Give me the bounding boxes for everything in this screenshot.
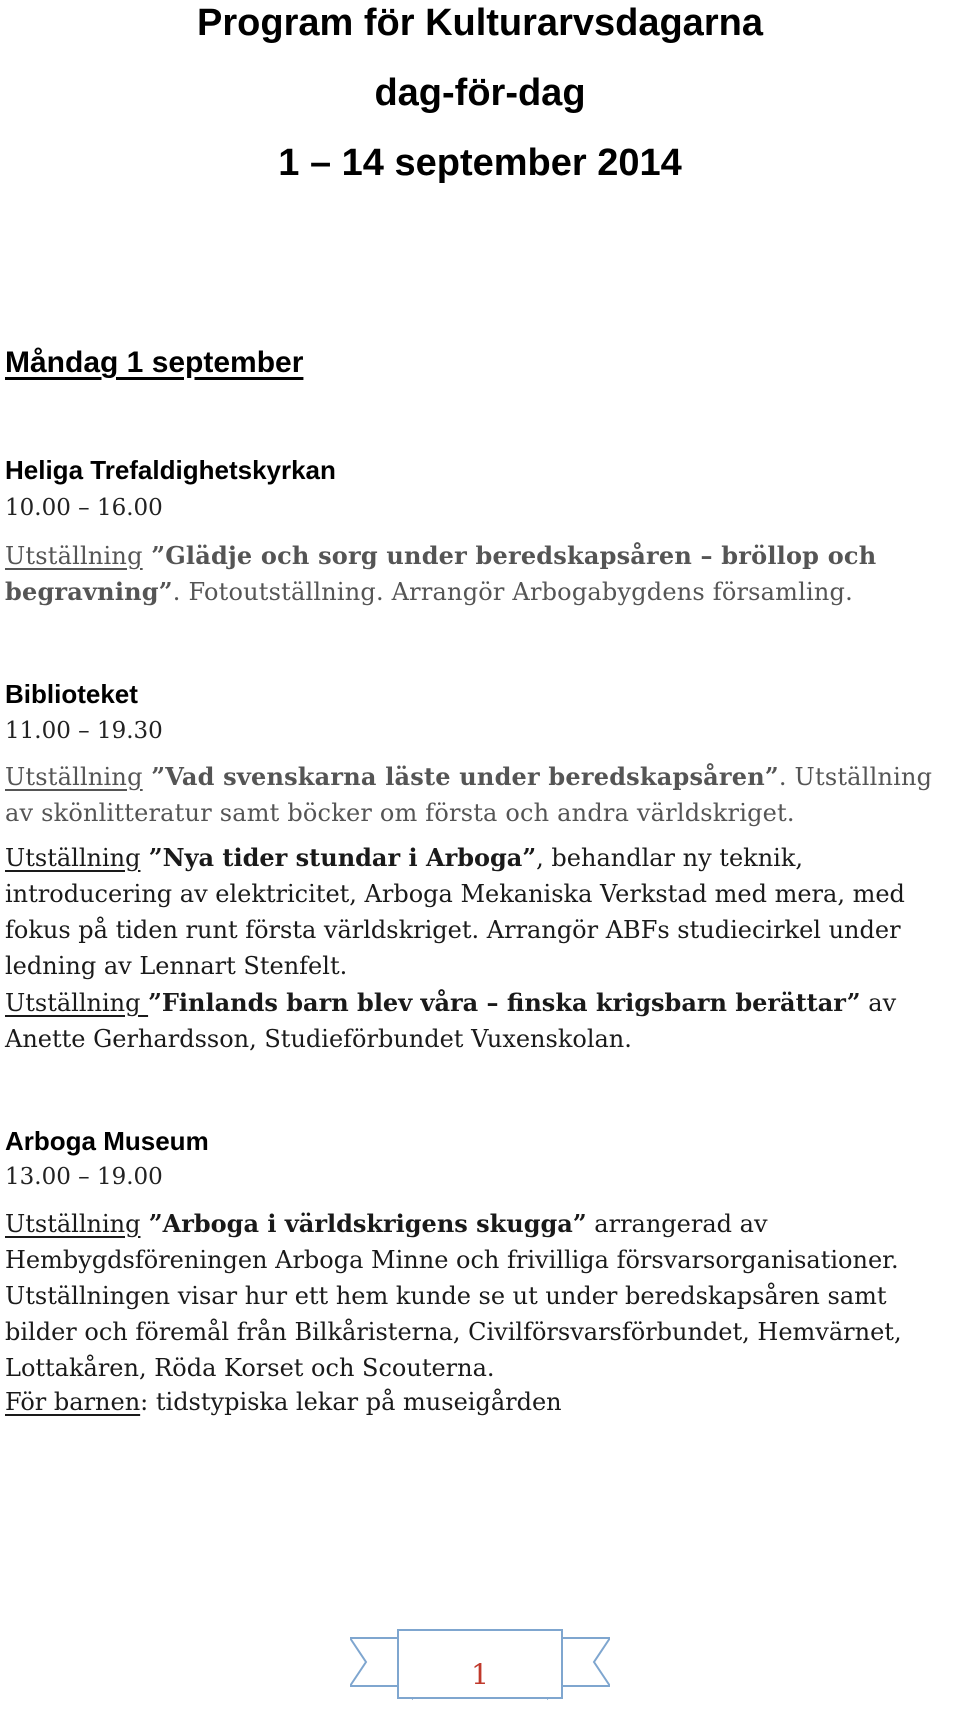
event-label: Utställning	[5, 844, 141, 872]
venue-time: 10.00 – 16.00	[5, 495, 163, 521]
venue-name-biblioteket: Biblioteket	[5, 679, 138, 709]
event-description: arrangerad av Hembygdsföreningen Arboga Minne och frivilliga försvarsorganisationer. Utställningen visar hur ett hem kunde se ut under beredskapsåren samt bilder och föremål från Bilkåristerna, Civilförsvarsförbundet, Hemvärnet, Lottakåren, Röda Korset och Scouterna.	[5, 1210, 902, 1382]
event-paragraph	[5, 1206, 946, 1386]
event-description: , behandlar ny teknik, introducering av elektricitet, Arboga Mekaniska Verkstad med mera, med fokus på tiden runt första världskriget. Arrangör ABFs studiecirkel under ledning av Lennart Stenfelt.	[5, 844, 905, 980]
event-title: ”Glädje och sorg under beredskapsåren – bröllop och begravning”	[5, 541, 877, 606]
event-label: För barnen	[5, 1388, 141, 1416]
event-paragraph	[5, 759, 946, 831]
event-title: ”Vad svenskarna läste under beredskapsåren”	[142, 762, 779, 791]
event-description: . Utställning av skönlitteratur samt böcker om första och andra världskriget.	[5, 763, 933, 827]
event-title: ”Finlands barn blev våra – finska krigsbarn berättar”	[148, 988, 861, 1017]
event-label: Utställning	[5, 989, 149, 1017]
page-number-ribbon	[350, 1628, 610, 1708]
venue-time: 11.00 – 19.30	[5, 718, 163, 744]
event-label: Utställning	[5, 1210, 141, 1238]
event-label: Utställning	[5, 542, 143, 570]
event-title: ”Nya tider stundar i Arboga”	[140, 843, 537, 872]
event-paragraph	[5, 1384, 946, 1420]
title-line-2: dag-för-dag	[374, 72, 586, 114]
event-paragraph	[5, 840, 946, 984]
event-description: : tidstypiska lekar på museigården	[140, 1388, 562, 1416]
event-description: av Anette Gerhardsson, Studieförbundet Vuxenskolan.	[5, 989, 897, 1053]
page-number: 1	[471, 1658, 489, 1691]
event-paragraph	[5, 985, 946, 1057]
event-description: . Fotoutställning. Arrangör Arbogabygdens församling.	[172, 578, 853, 606]
event-title: ”Arboga i världskrigens skugga”	[140, 1209, 587, 1238]
event-label: Utställning	[5, 763, 143, 791]
title-line-3: 1 – 14 september 2014	[278, 142, 682, 184]
title-line-1: Program för Kulturarvsdagarna	[197, 2, 763, 44]
venue-name-trefaldighetskyrkan: Heliga Trefaldighetskyrkan	[5, 455, 336, 485]
day-heading: Måndag 1 september	[5, 346, 304, 379]
event-paragraph	[5, 538, 946, 610]
venue-time: 13.00 – 19.00	[5, 1164, 163, 1190]
venue-name-arboga-museum: Arboga Museum	[5, 1126, 209, 1156]
